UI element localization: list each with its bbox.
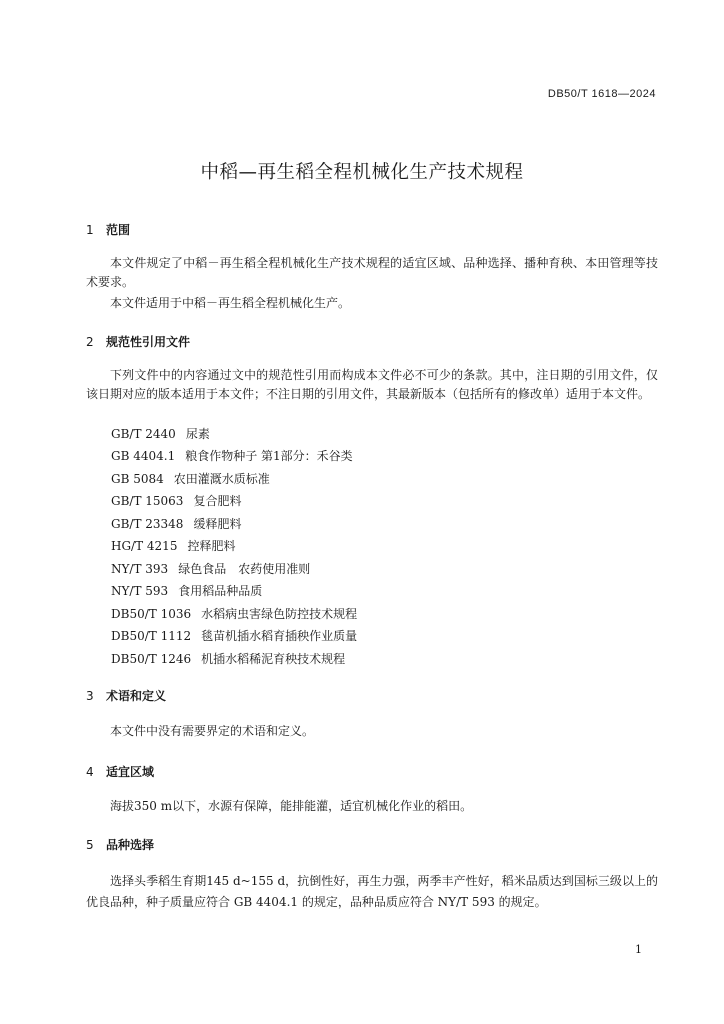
- reference-code: HG/T 4215: [111, 539, 178, 553]
- reference-item: [111, 627, 357, 644]
- reference-code: DB50/T 1112: [111, 629, 192, 643]
- section-title: 范围: [106, 223, 131, 237]
- reference-name: 机插水稻稀泥育秧技术规程: [201, 652, 346, 666]
- reference-code: NY/T 393: [111, 562, 169, 576]
- reference-name: 毯苗机插水稻育插秧作业质量: [201, 629, 358, 643]
- section-number: 1: [86, 223, 94, 237]
- reference-item: [111, 470, 270, 487]
- reference-item: [111, 515, 241, 532]
- reference-item: [111, 447, 353, 464]
- reference-name: 控释肥料: [187, 539, 236, 553]
- paragraph: 本文件适用于中稻－再生稻全程机械化生产。: [110, 296, 351, 310]
- reference-name: 农田灌溉水质标准: [173, 472, 270, 486]
- page-number: 1: [635, 943, 642, 956]
- paragraph: 本文件中没有需要界定的术语和定义。: [110, 724, 315, 738]
- reference-item: [111, 582, 262, 599]
- section-title: 适宜区域: [106, 765, 155, 779]
- reference-code: GB/T 2440: [111, 427, 176, 441]
- reference-name: 绿色食品 农药使用准则: [178, 562, 311, 576]
- reference-name: 水稻病虫害绿色防控技术规程: [201, 607, 358, 621]
- reference-item: [111, 492, 241, 509]
- section-heading-terms: [86, 687, 166, 704]
- reference-code: GB 4404.1: [111, 449, 176, 463]
- reference-code: GB/T 23348: [111, 517, 184, 531]
- paragraph: 本文件规定了中稻－再生稻全程机械化生产技术规程的适宜区域、品种选择、播种育秧、本田管理等技术要求。: [86, 256, 658, 289]
- reference-name: 粮食作物种子 第1部分：禾谷类: [185, 449, 353, 463]
- section-heading-suitable-region: [86, 763, 154, 780]
- standard-code: DB50/T 1618—2024: [547, 88, 656, 100]
- reference-item: [111, 650, 345, 667]
- reference-item: [111, 605, 357, 622]
- paragraph: 海拔350 m以下，水源有保障，能排能灌，适宜机械化作业的稻田。: [110, 799, 473, 813]
- reference-code: DB50/T 1246: [111, 652, 192, 666]
- section-title: 规范性引用文件: [106, 335, 191, 349]
- reference-item: [111, 425, 210, 442]
- reference-code: NY/T 593: [111, 584, 169, 598]
- section-number: 3: [86, 689, 94, 703]
- paragraph: 下列文件中的内容通过文中的规范性引用而构成本文件必不可少的条款。其中，注日期的引用文件，仅该日期对应的版本适用于本文件；不注日期的引用文件，其最新版本（包括所有的修改单）适用于本文件。: [86, 368, 658, 401]
- reference-name: 食用稻品种品质: [178, 584, 263, 598]
- reference-item: [111, 560, 310, 577]
- reference-name: 尿素: [185, 427, 210, 441]
- section-number: 2: [86, 335, 94, 349]
- reference-code: DB50/T 1036: [111, 607, 192, 621]
- document-title: 中稻—再生稻全程机械化生产技术规程: [200, 162, 524, 183]
- reference-code: GB 5084: [111, 472, 164, 486]
- reference-code: GB/T 15063: [111, 494, 184, 508]
- section-heading-normative-references: [86, 333, 190, 350]
- section-number: 4: [86, 765, 94, 779]
- reference-item: [111, 537, 235, 554]
- reference-name: 复合肥料: [193, 494, 242, 508]
- reference-name: 缓释肥料: [193, 517, 242, 531]
- section-heading-variety-selection: [86, 836, 154, 853]
- section-title: 品种选择: [106, 838, 155, 852]
- section-number: 5: [86, 838, 94, 852]
- paragraph: 选择头季稻生育期145 d~155 d，抗倒性好，再生力强，两季丰产性好，稻米品质达到国标三级以上的优良品种，种子质量应符合 GB 4404.1 的规定，品种品质应符合 NY/T 593 的规定。: [86, 874, 658, 909]
- section-title: 术语和定义: [106, 689, 167, 703]
- section-heading-scope: [86, 221, 130, 238]
